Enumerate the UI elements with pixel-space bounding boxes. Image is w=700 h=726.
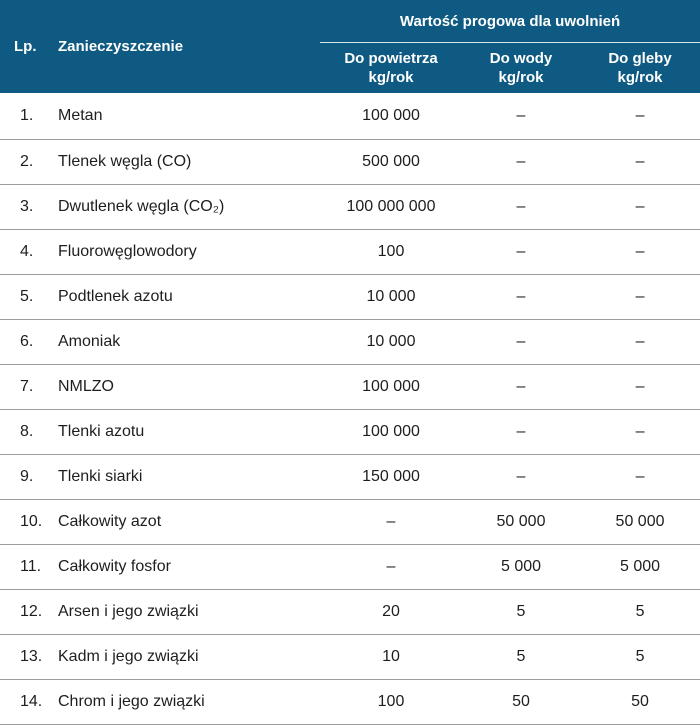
cell-soil: 5 <box>580 590 700 635</box>
cell-water: – <box>462 140 580 185</box>
cell-soil: 50 000 <box>580 500 700 545</box>
cell-soil: – <box>580 455 700 500</box>
cell-air: 100 000 <box>320 365 462 410</box>
cell-lp: 9. <box>0 455 52 500</box>
table-header <box>0 0 700 93</box>
table-row <box>0 410 700 455</box>
header-air <box>320 43 462 94</box>
cell-air: 100 000 000 <box>320 185 462 230</box>
cell-pollutant: Tlenek węgla (CO) <box>52 140 320 185</box>
table-row <box>0 635 700 680</box>
header-air-label: Do powietrza <box>344 50 438 67</box>
header-water <box>462 43 580 94</box>
cell-water: – <box>462 365 580 410</box>
header-lp: Lp. <box>0 0 52 93</box>
cell-water: 5 000 <box>462 545 580 590</box>
cell-lp: 4. <box>0 230 52 275</box>
cell-pollutant: Całkowity azot <box>52 500 320 545</box>
header-soil <box>580 43 700 94</box>
cell-lp: 7. <box>0 365 52 410</box>
table-row <box>0 500 700 545</box>
cell-air: 10 000 <box>320 275 462 320</box>
cell-soil: 5 000 <box>580 545 700 590</box>
cell-soil: 50 <box>580 680 700 725</box>
cell-pollutant: Podtlenek azotu <box>52 275 320 320</box>
table-row <box>0 545 700 590</box>
table-row <box>0 590 700 635</box>
cell-pollutant: Chrom i jego związki <box>52 680 320 725</box>
cell-air: 100 000 <box>320 410 462 455</box>
cell-lp: 2. <box>0 140 52 185</box>
cell-pollutant: Tlenki siarki <box>52 455 320 500</box>
cell-lp: 3. <box>0 185 52 230</box>
cell-water: 5 <box>462 635 580 680</box>
cell-water: 50 000 <box>462 500 580 545</box>
table-row <box>0 680 700 725</box>
cell-lp: 1. <box>0 93 52 140</box>
cell-soil: – <box>580 275 700 320</box>
cell-soil: – <box>580 365 700 410</box>
cell-soil: 5 <box>580 635 700 680</box>
cell-water: – <box>462 410 580 455</box>
table-body <box>0 93 700 725</box>
cell-lp: 11. <box>0 545 52 590</box>
header-soil-label: Do gleby <box>608 50 672 67</box>
cell-air: 10 <box>320 635 462 680</box>
cell-pollutant: Kadm i jego związki <box>52 635 320 680</box>
header-water-label: Do wody <box>489 50 553 67</box>
header-pollutant: Zanieczyszczenie <box>52 0 320 93</box>
header-air-unit: kg/rok <box>368 69 414 86</box>
cell-soil: – <box>580 140 700 185</box>
cell-air: 500 000 <box>320 140 462 185</box>
table-row <box>0 93 700 140</box>
cell-water: – <box>462 185 580 230</box>
header-threshold-group: Wartość progowa dla uwolnień <box>320 0 700 43</box>
header-soil-unit: kg/rok <box>617 69 663 86</box>
cell-pollutant: Arsen i jego związki <box>52 590 320 635</box>
cell-pollutant: Całkowity fosfor <box>52 545 320 590</box>
cell-lp: 14. <box>0 680 52 725</box>
cell-water: 5 <box>462 590 580 635</box>
cell-lp: 6. <box>0 320 52 365</box>
cell-soil: – <box>580 320 700 365</box>
cell-air: 10 000 <box>320 320 462 365</box>
table-row <box>0 365 700 410</box>
cell-lp: 10. <box>0 500 52 545</box>
table-row <box>0 320 700 365</box>
cell-air: – <box>320 545 462 590</box>
table-row <box>0 185 700 230</box>
cell-water: – <box>462 455 580 500</box>
cell-air: 100 <box>320 230 462 275</box>
cell-water: – <box>462 230 580 275</box>
header-water-unit: kg/rok <box>498 69 544 86</box>
table-row <box>0 230 700 275</box>
cell-lp: 12. <box>0 590 52 635</box>
cell-soil: – <box>580 410 700 455</box>
cell-pollutant: Metan <box>52 93 320 140</box>
cell-water: – <box>462 320 580 365</box>
table-row <box>0 140 700 185</box>
cell-air: 150 000 <box>320 455 462 500</box>
cell-lp: 5. <box>0 275 52 320</box>
table-row <box>0 275 700 320</box>
cell-lp: 13. <box>0 635 52 680</box>
cell-pollutant: Dwutlenek węgla (CO₂) <box>52 185 320 230</box>
cell-water: – <box>462 275 580 320</box>
cell-soil: – <box>580 185 700 230</box>
cell-air: 20 <box>320 590 462 635</box>
cell-water: 50 <box>462 680 580 725</box>
cell-pollutant: NMLZO <box>52 365 320 410</box>
cell-pollutant: Amoniak <box>52 320 320 365</box>
cell-lp: 8. <box>0 410 52 455</box>
cell-soil: – <box>580 230 700 275</box>
cell-soil: – <box>580 93 700 140</box>
cell-pollutant: Fluorowęglowodory <box>52 230 320 275</box>
cell-pollutant: Tlenki azotu <box>52 410 320 455</box>
cell-air: 100 000 <box>320 93 462 140</box>
cell-water: – <box>462 93 580 140</box>
cell-air: 100 <box>320 680 462 725</box>
table-row <box>0 455 700 500</box>
cell-air: – <box>320 500 462 545</box>
